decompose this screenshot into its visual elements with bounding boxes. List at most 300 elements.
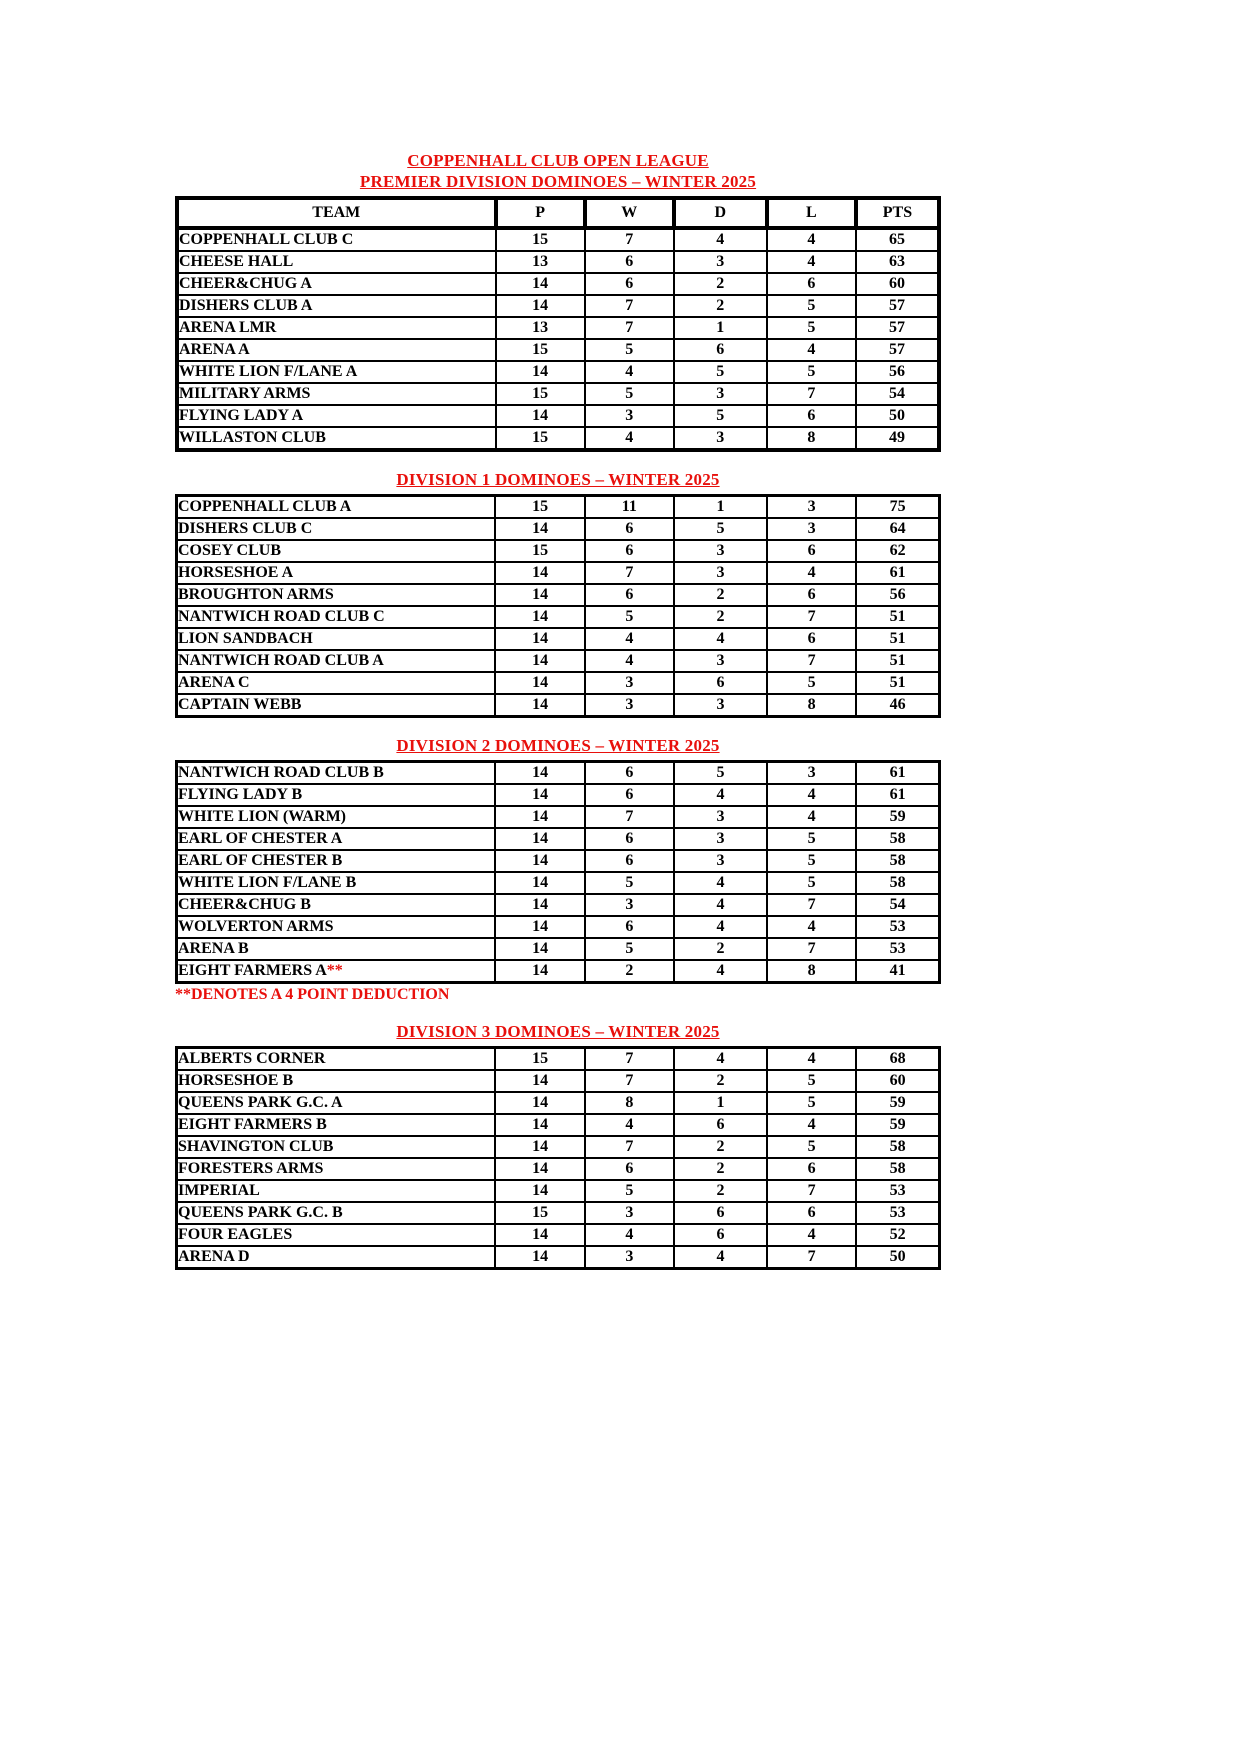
table-row (177, 405, 939, 427)
pts-cell: 50 (856, 405, 939, 427)
p-cell: 14 (495, 606, 584, 628)
d-cell: 3 (674, 806, 767, 828)
l-cell: 4 (767, 228, 856, 251)
l-cell: 6 (767, 1202, 856, 1224)
team-name: SHAVINGTON CLUB (178, 1138, 334, 1155)
team-name: WHITE LION (WARM) (178, 808, 347, 825)
l-cell: 3 (767, 518, 856, 540)
p-cell: 14 (495, 1092, 584, 1114)
team-name: ARENA B (178, 940, 249, 957)
table-row (177, 828, 940, 850)
p-cell: 14 (495, 960, 584, 983)
p-cell: 14 (495, 1158, 584, 1180)
table-row (177, 938, 940, 960)
l-cell: 6 (767, 584, 856, 606)
p-cell: 14 (495, 694, 584, 717)
d-cell: 1 (674, 496, 767, 519)
table-body (177, 496, 940, 717)
team-name: ALBERTS CORNER (178, 1050, 326, 1067)
d-cell: 4 (674, 228, 767, 251)
l-cell: 7 (767, 650, 856, 672)
d-cell: 2 (674, 273, 767, 295)
table-row (177, 1048, 940, 1071)
l-cell: 8 (767, 694, 856, 717)
d-cell: 6 (674, 339, 767, 361)
p-cell: 15 (495, 496, 584, 519)
team-name-cell (177, 1158, 496, 1180)
pts-cell: 65 (856, 228, 939, 251)
team-name-cell (177, 650, 496, 672)
p-cell: 15 (495, 1048, 584, 1071)
d-cell: 5 (674, 518, 767, 540)
l-cell: 5 (767, 317, 856, 339)
pts-cell: 51 (856, 606, 939, 628)
pts-cell: 54 (856, 894, 939, 916)
p-cell: 14 (496, 273, 585, 295)
l-cell: 5 (767, 361, 856, 383)
d-cell: 3 (674, 427, 767, 450)
team-name-cell (177, 1114, 496, 1136)
table-row (177, 339, 939, 361)
team-name-cell (177, 496, 496, 519)
table-row (177, 916, 940, 938)
column-header: L (767, 198, 856, 228)
p-cell: 15 (496, 339, 585, 361)
table-row (177, 295, 939, 317)
w-cell: 6 (585, 518, 674, 540)
w-cell: 6 (585, 850, 674, 872)
d-cell: 5 (674, 762, 767, 785)
team-name: EIGHT FARMERS A (178, 962, 327, 979)
team-name: QUEENS PARK G.C. A (178, 1094, 343, 1111)
d-cell: 6 (674, 1114, 767, 1136)
column-header: TEAM (177, 198, 496, 228)
w-cell: 4 (585, 650, 674, 672)
table-body (177, 1048, 940, 1269)
team-name: QUEENS PARK G.C. B (178, 1204, 343, 1221)
team-name-cell (177, 251, 496, 273)
p-cell: 14 (495, 1180, 584, 1202)
w-cell: 6 (585, 784, 674, 806)
d-cell: 3 (674, 694, 767, 717)
w-cell: 3 (585, 894, 674, 916)
l-cell: 4 (767, 916, 856, 938)
pts-cell: 60 (856, 1070, 939, 1092)
w-cell: 7 (585, 1136, 674, 1158)
team-name-cell (177, 273, 496, 295)
p-cell: 13 (496, 317, 585, 339)
pts-cell: 64 (856, 518, 939, 540)
league-tables-content (175, 150, 941, 1270)
pts-cell: 56 (856, 584, 939, 606)
d-cell: 4 (674, 872, 767, 894)
team-name-cell (177, 228, 496, 251)
w-cell: 6 (585, 251, 674, 273)
l-cell: 4 (767, 1224, 856, 1246)
table-row (177, 1224, 940, 1246)
d-cell: 3 (674, 562, 767, 584)
w-cell: 6 (585, 273, 674, 295)
p-cell: 14 (496, 361, 585, 383)
pts-cell: 59 (856, 1092, 939, 1114)
l-cell: 5 (767, 872, 856, 894)
team-name: CHEER&CHUG A (179, 275, 312, 292)
l-cell: 7 (767, 938, 856, 960)
team-name-cell (177, 1092, 496, 1114)
pts-cell: 53 (856, 1202, 939, 1224)
w-cell: 7 (585, 295, 674, 317)
d-cell: 2 (674, 1070, 767, 1092)
team-name: BROUGHTON ARMS (178, 586, 334, 603)
l-cell: 5 (767, 1070, 856, 1092)
pts-cell: 61 (856, 762, 939, 785)
l-cell: 5 (767, 828, 856, 850)
d-cell: 4 (674, 960, 767, 983)
l-cell: 8 (767, 427, 856, 450)
p-cell: 15 (495, 1202, 584, 1224)
pts-cell: 58 (856, 1136, 939, 1158)
column-header: PTS (856, 198, 939, 228)
d-cell: 2 (674, 1158, 767, 1180)
team-name: EARL OF CHESTER A (178, 830, 343, 847)
division-heading: DIVISION 2 DOMINOES – WINTER 2025 (396, 736, 720, 755)
l-cell: 5 (767, 850, 856, 872)
team-name-cell (177, 1180, 496, 1202)
w-cell: 2 (585, 960, 674, 983)
table-row (177, 960, 940, 983)
pts-cell: 52 (856, 1224, 939, 1246)
team-name: FOUR EAGLES (178, 1226, 293, 1243)
division-sections (175, 171, 941, 1270)
team-name: WHITE LION F/LANE B (178, 874, 357, 891)
pts-cell: 68 (856, 1048, 939, 1071)
pts-cell: 58 (856, 872, 939, 894)
w-cell: 6 (585, 916, 674, 938)
p-cell: 14 (495, 518, 584, 540)
p-cell: 14 (495, 584, 584, 606)
d-cell: 3 (674, 540, 767, 562)
team-name-cell (177, 960, 496, 983)
w-cell: 6 (585, 540, 674, 562)
team-name-cell (177, 806, 496, 828)
p-cell: 14 (495, 1070, 584, 1092)
team-name-cell (177, 383, 496, 405)
table-row (177, 1180, 940, 1202)
d-cell: 2 (674, 1180, 767, 1202)
table-row (177, 540, 940, 562)
p-cell: 15 (496, 383, 585, 405)
table-row (177, 850, 940, 872)
l-cell: 4 (767, 784, 856, 806)
team-name: ARENA D (178, 1248, 250, 1265)
p-cell: 14 (495, 650, 584, 672)
team-name: COSEY CLUB (178, 542, 281, 559)
team-name: FLYING LADY A (179, 407, 304, 424)
team-name-cell (177, 938, 496, 960)
d-cell: 6 (674, 1224, 767, 1246)
table-row (177, 584, 940, 606)
table-row (177, 361, 939, 383)
l-cell: 4 (767, 806, 856, 828)
table-row (177, 427, 939, 450)
table-body (177, 762, 940, 983)
d-cell: 2 (674, 584, 767, 606)
p-cell: 15 (496, 228, 585, 251)
team-name-cell (177, 317, 496, 339)
w-cell: 4 (585, 427, 674, 450)
d-cell: 3 (674, 650, 767, 672)
team-name: FLYING LADY B (178, 786, 303, 803)
league-table (175, 1046, 941, 1270)
w-cell: 4 (585, 1114, 674, 1136)
l-cell: 8 (767, 960, 856, 983)
table-row (177, 383, 939, 405)
w-cell: 7 (585, 1070, 674, 1092)
team-name-cell (177, 295, 496, 317)
w-cell: 5 (585, 339, 674, 361)
team-name-cell (177, 1224, 496, 1246)
w-cell: 4 (585, 1224, 674, 1246)
w-cell: 7 (585, 228, 674, 251)
w-cell: 5 (585, 383, 674, 405)
pts-cell: 58 (856, 1158, 939, 1180)
team-name-cell (177, 784, 496, 806)
l-cell: 4 (767, 251, 856, 273)
team-name-cell (177, 427, 496, 450)
team-name: ARENA A (179, 341, 250, 358)
d-cell: 2 (674, 606, 767, 628)
p-cell: 15 (495, 540, 584, 562)
w-cell: 11 (585, 496, 674, 519)
table-row (177, 562, 940, 584)
pts-cell: 49 (856, 427, 939, 450)
league-table (175, 494, 941, 718)
division-section (175, 469, 941, 718)
d-cell: 2 (674, 938, 767, 960)
pts-cell: 54 (856, 383, 939, 405)
p-cell: 15 (496, 427, 585, 450)
p-cell: 14 (495, 1224, 584, 1246)
table-body (177, 228, 939, 450)
w-cell: 7 (585, 1048, 674, 1071)
l-cell: 4 (767, 1114, 856, 1136)
team-name-cell (177, 606, 496, 628)
division-heading: PREMIER DIVISION DOMINOES – WINTER 2025 (359, 172, 757, 191)
team-name-cell (177, 828, 496, 850)
table-row (177, 1114, 940, 1136)
table-row (177, 1070, 940, 1092)
d-cell: 6 (674, 1202, 767, 1224)
pts-cell: 53 (856, 1180, 939, 1202)
p-cell: 13 (496, 251, 585, 273)
team-name-cell (177, 1202, 496, 1224)
league-table (175, 196, 941, 452)
team-name-cell (177, 1048, 496, 1071)
d-cell: 4 (674, 784, 767, 806)
p-cell: 14 (495, 562, 584, 584)
team-name-cell (177, 672, 496, 694)
team-name: EARL OF CHESTER B (178, 852, 343, 869)
p-cell: 14 (496, 295, 585, 317)
pts-cell: 60 (856, 273, 939, 295)
pts-cell: 61 (856, 784, 939, 806)
d-cell: 1 (674, 1092, 767, 1114)
d-cell: 2 (674, 295, 767, 317)
d-cell: 6 (674, 672, 767, 694)
w-cell: 7 (585, 806, 674, 828)
table-row (177, 628, 940, 650)
team-name: NANTWICH ROAD CLUB B (178, 764, 384, 781)
w-cell: 5 (585, 606, 674, 628)
team-name-cell (177, 540, 496, 562)
w-cell: 6 (585, 1158, 674, 1180)
w-cell: 5 (585, 938, 674, 960)
d-cell: 3 (674, 828, 767, 850)
team-name: HORSESHOE A (178, 564, 294, 581)
l-cell: 4 (767, 562, 856, 584)
team-name: DISHERS CLUB C (178, 520, 313, 537)
l-cell: 6 (767, 628, 856, 650)
column-header: D (674, 198, 767, 228)
division-section (175, 1021, 941, 1270)
table-row (177, 872, 940, 894)
d-cell: 4 (674, 628, 767, 650)
w-cell: 4 (585, 361, 674, 383)
d-cell: 2 (674, 1136, 767, 1158)
team-name-cell (177, 1070, 496, 1092)
pts-cell: 63 (856, 251, 939, 273)
team-name-cell (177, 628, 496, 650)
team-name-cell (177, 405, 496, 427)
l-cell: 7 (767, 606, 856, 628)
team-name: DISHERS CLUB A (179, 297, 313, 314)
team-name-cell (177, 518, 496, 540)
p-cell: 14 (495, 806, 584, 828)
table-row (177, 273, 939, 295)
w-cell: 5 (585, 1180, 674, 1202)
w-cell: 3 (585, 672, 674, 694)
l-cell: 7 (767, 894, 856, 916)
w-cell: 6 (585, 828, 674, 850)
team-name-cell (177, 361, 496, 383)
team-name: LION SANDBACH (178, 630, 313, 647)
l-cell: 4 (767, 339, 856, 361)
team-name-cell (177, 894, 496, 916)
pts-cell: 61 (856, 562, 939, 584)
team-name: COPPENHALL CLUB A (178, 498, 352, 515)
team-name: IMPERIAL (178, 1182, 260, 1199)
pts-cell: 53 (856, 938, 939, 960)
table-row (177, 784, 940, 806)
l-cell: 6 (767, 273, 856, 295)
table-row (177, 518, 940, 540)
w-cell: 5 (585, 872, 674, 894)
l-cell: 7 (767, 1246, 856, 1269)
team-name: WHITE LION F/LANE A (179, 363, 358, 380)
table-row (177, 1136, 940, 1158)
team-name: EIGHT FARMERS B (178, 1116, 327, 1133)
team-name: CHEESE HALL (179, 253, 294, 270)
division-section (175, 735, 941, 1004)
team-name: FORESTERS ARMS (178, 1160, 324, 1177)
pts-cell: 51 (856, 672, 939, 694)
w-cell: 6 (585, 762, 674, 785)
column-header: P (496, 198, 585, 228)
pts-cell: 58 (856, 850, 939, 872)
team-name: NANTWICH ROAD CLUB A (178, 652, 384, 669)
division-section (175, 171, 941, 452)
p-cell: 14 (495, 1136, 584, 1158)
p-cell: 14 (495, 828, 584, 850)
team-name: ARENA LMR (179, 319, 277, 336)
p-cell: 14 (495, 916, 584, 938)
l-cell: 6 (767, 1158, 856, 1180)
team-name: CAPTAIN WEBB (178, 696, 302, 713)
w-cell: 7 (585, 317, 674, 339)
table-row (177, 694, 940, 717)
team-name-cell (177, 584, 496, 606)
w-cell: 3 (585, 1202, 674, 1224)
pts-cell: 41 (856, 960, 939, 983)
division-heading: DIVISION 3 DOMINOES – WINTER 2025 (396, 1022, 720, 1041)
team-name-cell (177, 339, 496, 361)
d-cell: 4 (674, 916, 767, 938)
pts-cell: 50 (856, 1246, 939, 1269)
d-cell: 4 (674, 1246, 767, 1269)
pts-cell: 59 (856, 806, 939, 828)
l-cell: 5 (767, 672, 856, 694)
team-name: WILLASTON CLUB (179, 429, 326, 446)
d-cell: 3 (674, 251, 767, 273)
team-name: MILITARY ARMS (179, 385, 311, 402)
table-row (177, 672, 940, 694)
team-name-cell (177, 1246, 496, 1269)
pts-cell: 56 (856, 361, 939, 383)
table-row (177, 1158, 940, 1180)
p-cell: 14 (495, 628, 584, 650)
pts-cell: 46 (856, 694, 939, 717)
p-cell: 14 (495, 872, 584, 894)
column-header: W (585, 198, 674, 228)
pts-cell: 62 (856, 540, 939, 562)
table-row (177, 606, 940, 628)
w-cell: 6 (585, 584, 674, 606)
table-row (177, 762, 940, 785)
pts-cell: 53 (856, 916, 939, 938)
team-name: NANTWICH ROAD CLUB C (178, 608, 385, 625)
table-row (177, 317, 939, 339)
team-name-cell (177, 562, 496, 584)
p-cell: 14 (495, 672, 584, 694)
pts-cell: 57 (856, 317, 939, 339)
l-cell: 7 (767, 383, 856, 405)
p-cell: 14 (495, 784, 584, 806)
deduction-footnote: **DENOTES A 4 POINT DEDUCTION (175, 986, 450, 1003)
division-heading: DIVISION 1 DOMINOES – WINTER 2025 (396, 470, 720, 489)
table-row (177, 1202, 940, 1224)
team-name: COPPENHALL CLUB C (179, 231, 354, 248)
pts-cell: 51 (856, 650, 939, 672)
table-row (177, 1092, 940, 1114)
l-cell: 6 (767, 405, 856, 427)
w-cell: 8 (585, 1092, 674, 1114)
d-cell: 5 (674, 405, 767, 427)
p-cell: 14 (495, 938, 584, 960)
table-row (177, 806, 940, 828)
l-cell: 5 (767, 295, 856, 317)
l-cell: 3 (767, 496, 856, 519)
d-cell: 4 (674, 1048, 767, 1071)
